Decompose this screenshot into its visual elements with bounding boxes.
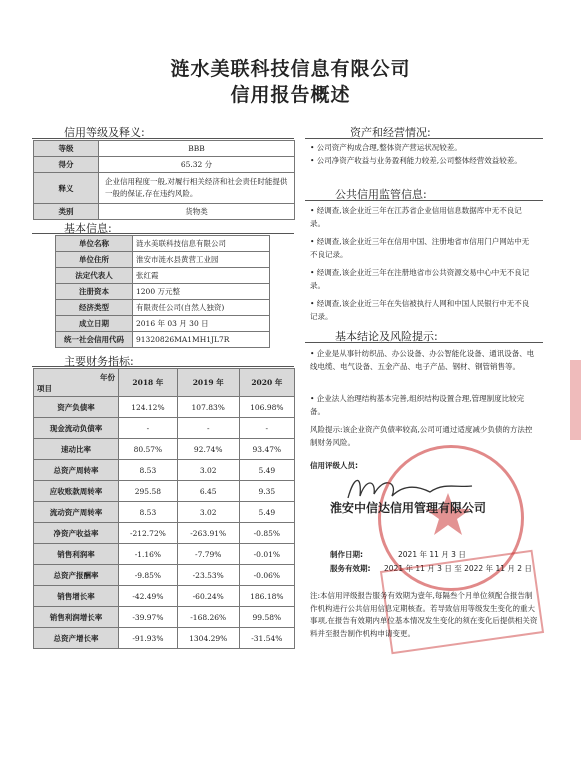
finance-cell: 3.02 bbox=[177, 460, 239, 481]
credit-value: 企业信用程度一般,对履行相关经济和社会责任时能提供一般的保证,存在违约风险。 bbox=[99, 173, 295, 204]
basic-value: 张红霞 bbox=[133, 268, 270, 284]
supervision-section-title: 公共信用监管信息: bbox=[335, 188, 427, 201]
finance-cell: 8.53 bbox=[119, 460, 178, 481]
finance-cell: -0.06% bbox=[239, 565, 294, 586]
finance-row bbox=[34, 502, 295, 523]
finance-cell: 93.47% bbox=[239, 439, 294, 460]
finance-cell: -0.85% bbox=[239, 523, 294, 544]
finance-cell: -42.49% bbox=[119, 586, 178, 607]
supervision-item: • 经调查,该企业近三年在信用中国、注册地省市信用门户网站中无不良记录。 bbox=[310, 237, 530, 259]
supervision-item: • 经调查,该企业近三年在注册地省市公共资源交易中心中无不良记录。 bbox=[310, 268, 530, 290]
period-value: 2021 年 11 月 3 日 至 2022 年 11 月 2 日 bbox=[384, 564, 532, 573]
finance-cell: 3.02 bbox=[177, 502, 239, 523]
credit-row-level bbox=[34, 141, 295, 157]
finance-cell: -0.01% bbox=[239, 544, 294, 565]
basic-row bbox=[56, 284, 270, 300]
finance-cell: - bbox=[239, 418, 294, 439]
basic-row bbox=[56, 300, 270, 316]
date-label: 制作日期: bbox=[330, 550, 363, 559]
finance-cell: 9.35 bbox=[239, 481, 294, 502]
finance-label: 销售增长率 bbox=[34, 586, 119, 607]
basic-section-title: 基本信息: bbox=[64, 222, 112, 235]
finance-label: 应收账款周转率 bbox=[34, 481, 119, 502]
finance-cell: 80.57% bbox=[119, 439, 178, 460]
basic-label: 单位名称 bbox=[56, 236, 133, 252]
finance-label: 流动资产周转率 bbox=[34, 502, 119, 523]
basic-value: 91320826MA1MH1JL7R bbox=[133, 332, 270, 348]
credit-label: 等级 bbox=[34, 141, 99, 157]
assets-item: • 公司净资产收益与业务盈利能力较差,公司整体经营效益较差。 bbox=[310, 156, 522, 165]
finance-row bbox=[34, 418, 295, 439]
rater-label: 信用评级人员: bbox=[310, 461, 358, 470]
finance-header-corner bbox=[34, 369, 119, 397]
finance-cell: - bbox=[177, 418, 239, 439]
finance-cell: 107.83% bbox=[177, 397, 239, 418]
basic-value: 淮安市涟水县黄营工业园 bbox=[133, 252, 270, 268]
finance-cell: 295.58 bbox=[119, 481, 178, 502]
basic-row bbox=[56, 236, 270, 252]
finance-cell: 5.49 bbox=[239, 502, 294, 523]
finance-section-title: 主要财务指标: bbox=[64, 355, 134, 368]
basic-info-table bbox=[55, 235, 270, 348]
company-title: 涟水美联科技信息有限公司 bbox=[170, 58, 411, 80]
finance-label: 总资产周转率 bbox=[34, 460, 119, 481]
basic-label: 单位住所 bbox=[56, 252, 133, 268]
edge-seal-mark bbox=[570, 360, 581, 440]
finance-year: 2020 年 bbox=[239, 369, 294, 397]
basic-divider bbox=[32, 233, 294, 234]
basic-row bbox=[56, 332, 270, 348]
validity-note: 注:本信用评级报告服务有效期为壹年,每隔叁个月单位须配合报告制作机构进行公共信用信息定期核查。若导致信用等级发生变化的重大事项,在报告有效期内单位基本情况发生变化的须在变化后提供相关资料并至报告制作机构申请变更。 bbox=[310, 591, 538, 638]
finance-cell: -91.93% bbox=[119, 628, 178, 649]
basic-label: 注册资本 bbox=[56, 284, 133, 300]
credit-row-category bbox=[34, 204, 295, 220]
finance-label: 总资产报酬率 bbox=[34, 565, 119, 586]
risk-note: 风险提示:该企业资产负债率较高,公司可通过适度减少负债的方法控制财务风险。 bbox=[310, 425, 533, 447]
finance-row bbox=[34, 586, 295, 607]
basic-value: 1200 万元整 bbox=[133, 284, 270, 300]
finance-cell: -7.79% bbox=[177, 544, 239, 565]
report-title: 信用报告概述 bbox=[230, 84, 351, 106]
finance-table bbox=[33, 368, 295, 649]
finance-header-item: 项目 bbox=[37, 383, 52, 393]
finance-header-year: 年份 bbox=[100, 372, 115, 382]
finance-cell: 124.12% bbox=[119, 397, 178, 418]
basic-row bbox=[56, 268, 270, 284]
credit-divider bbox=[32, 138, 294, 139]
finance-divider bbox=[32, 366, 294, 367]
date-value: 2021 年 11 月 3 日 bbox=[398, 550, 466, 559]
credit-value: 65.32 分 bbox=[99, 157, 295, 173]
rating-org: 淮安中信达信用管理有限公司 bbox=[330, 501, 487, 515]
finance-row bbox=[34, 628, 295, 649]
finance-row bbox=[34, 565, 295, 586]
conclusion-item: • 企业是从事针纺织品、办公设备、办公智能化设备、通讯设备、电线电缆、电气设备、五金产品、电子产品、钢材、钢管销售等。 bbox=[310, 349, 535, 371]
finance-cell: - bbox=[119, 418, 178, 439]
basic-label: 成立日期 bbox=[56, 316, 133, 332]
basic-row bbox=[56, 252, 270, 268]
basic-label: 统一社会信用代码 bbox=[56, 332, 133, 348]
conclusion-item: • 企业法人治理结构基本完善,组织结构设置合理,管理制度比较完备。 bbox=[310, 394, 525, 416]
basic-label: 经济类型 bbox=[56, 300, 133, 316]
finance-year: 2018 年 bbox=[119, 369, 178, 397]
conclusion-section-title: 基本结论及风险提示: bbox=[335, 330, 438, 343]
finance-cell: 186.18% bbox=[239, 586, 294, 607]
finance-cell: -9.85% bbox=[119, 565, 178, 586]
finance-cell: -60.24% bbox=[177, 586, 239, 607]
basic-row bbox=[56, 316, 270, 332]
basic-value: 有限责任公司(自然人独资) bbox=[133, 300, 270, 316]
finance-cell: -31.54% bbox=[239, 628, 294, 649]
credit-label: 得分 bbox=[34, 157, 99, 173]
credit-section-title: 信用等级及释义: bbox=[64, 126, 145, 139]
finance-cell: 6.45 bbox=[177, 481, 239, 502]
credit-row-score bbox=[34, 157, 295, 173]
finance-row bbox=[34, 397, 295, 418]
supervision-item: • 经调查,该企业近三年在江苏省企业信用信息数据库中无不良记录。 bbox=[310, 206, 522, 228]
finance-cell: -212.72% bbox=[119, 523, 178, 544]
finance-cell: 99.58% bbox=[239, 607, 294, 628]
supervision-item: • 经调查,该企业近三年在失信被执行人网和中国人民银行中无不良记录。 bbox=[310, 299, 530, 321]
finance-label: 资产负债率 bbox=[34, 397, 119, 418]
supervision-divider bbox=[305, 200, 543, 201]
finance-label: 销售利润增长率 bbox=[34, 607, 119, 628]
basic-value: 2016 年 03 月 30 日 bbox=[133, 316, 270, 332]
finance-row bbox=[34, 544, 295, 565]
credit-row-definition bbox=[34, 173, 295, 204]
finance-row bbox=[34, 460, 295, 481]
finance-row bbox=[34, 523, 295, 544]
finance-row bbox=[34, 607, 295, 628]
finance-cell: 8.53 bbox=[119, 502, 178, 523]
finance-label: 速动比率 bbox=[34, 439, 119, 460]
finance-cell: -23.53% bbox=[177, 565, 239, 586]
finance-cell: -263.91% bbox=[177, 523, 239, 544]
finance-cell: 92.74% bbox=[177, 439, 239, 460]
credit-label: 类别 bbox=[34, 204, 99, 220]
finance-label: 现金流动负债率 bbox=[34, 418, 119, 439]
assets-item: • 公司资产构成合理,整体资产营运状况较差。 bbox=[310, 143, 462, 152]
finance-cell: -168.26% bbox=[177, 607, 239, 628]
finance-year: 2019 年 bbox=[177, 369, 239, 397]
finance-row bbox=[34, 439, 295, 460]
finance-cell: -1.16% bbox=[119, 544, 178, 565]
basic-value: 涟水美联科技信息有限公司 bbox=[133, 236, 270, 252]
finance-row bbox=[34, 481, 295, 502]
period-label: 服务有效期: bbox=[330, 564, 371, 573]
credit-label: 释义 bbox=[34, 173, 99, 204]
finance-cell: 106.98% bbox=[239, 397, 294, 418]
finance-header-row bbox=[34, 369, 295, 397]
finance-label: 总资产增长率 bbox=[34, 628, 119, 649]
basic-label: 法定代表人 bbox=[56, 268, 133, 284]
conclusion-divider bbox=[305, 342, 543, 343]
assets-divider bbox=[305, 138, 543, 139]
finance-cell: 1304.29% bbox=[177, 628, 239, 649]
assets-section-title: 资产和经营情况: bbox=[350, 126, 431, 139]
finance-cell: -39.97% bbox=[119, 607, 178, 628]
finance-label: 销售利润率 bbox=[34, 544, 119, 565]
credit-value: BBB bbox=[99, 141, 295, 157]
credit-value: 货物类 bbox=[99, 204, 295, 220]
finance-label: 净资产收益率 bbox=[34, 523, 119, 544]
finance-cell: 5.49 bbox=[239, 460, 294, 481]
credit-table bbox=[33, 140, 295, 220]
